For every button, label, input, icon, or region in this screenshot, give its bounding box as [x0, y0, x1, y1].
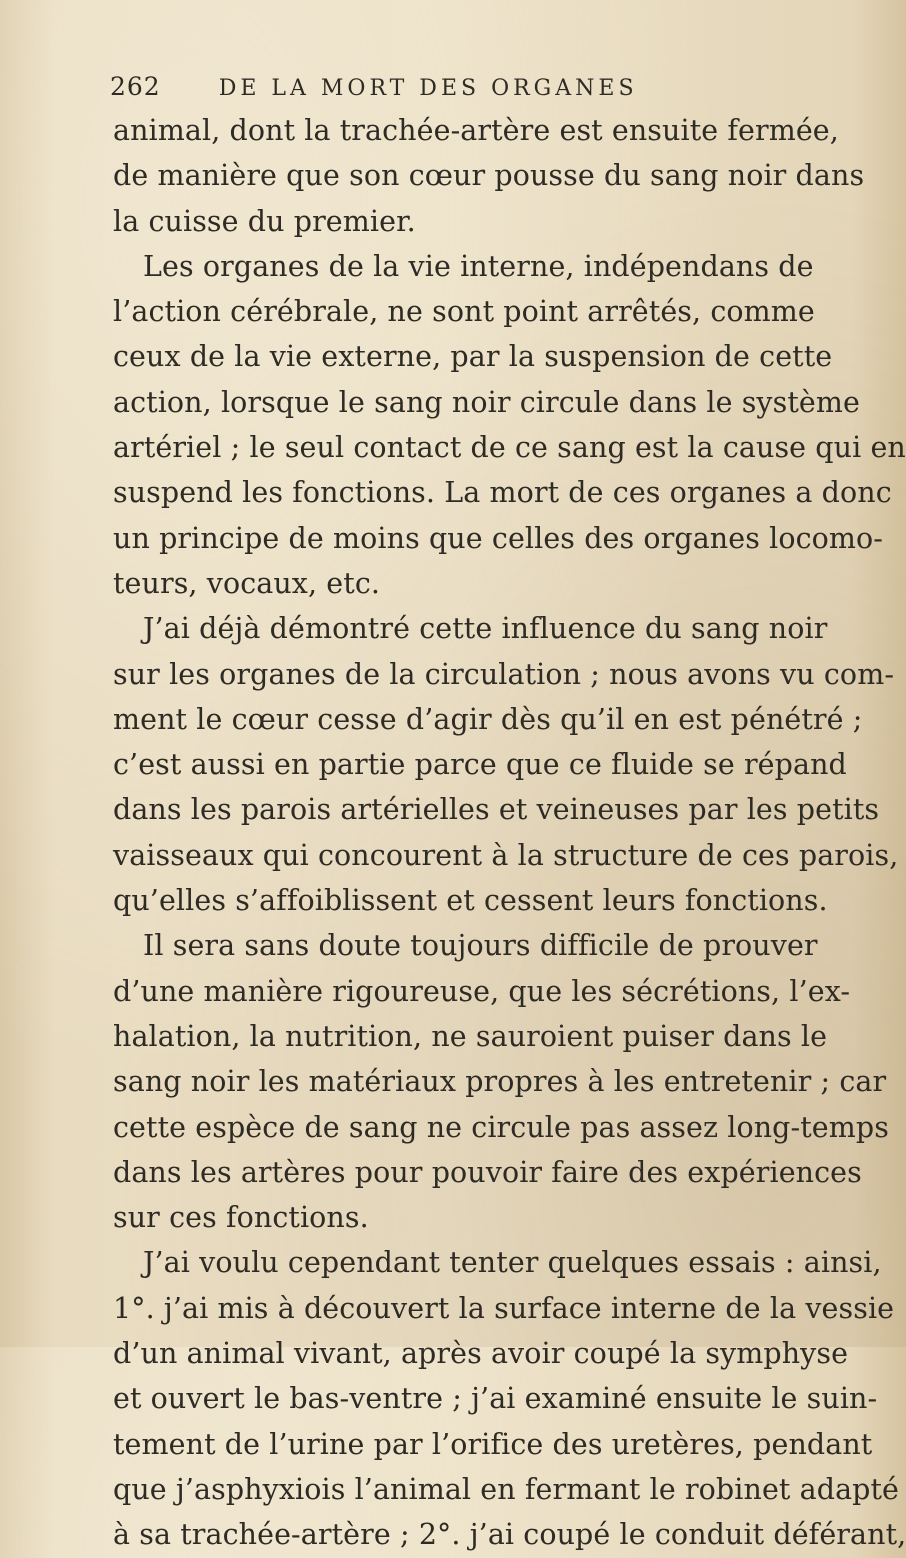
text-line: que j’asphyxiois l’animal en fermant le robinet adapté: [113, 1472, 900, 1506]
running-title: DE LA MORT DES ORGANES: [218, 76, 638, 101]
running-head: [110, 72, 670, 112]
page-number: 262: [110, 72, 161, 101]
text-line: action, lorsque le sang noir circule dans le système: [113, 385, 860, 419]
text-line: ceux de la vie externe, par la suspension de cette: [113, 340, 833, 374]
text-line: suspend les fonctions. La mort de ces organes a donc: [113, 476, 892, 510]
text-line: tement de l’urine par l’orifice des uretères, pendant: [113, 1427, 873, 1461]
text-line: cette espèce de sang ne circule pas assez long-temps: [113, 1110, 889, 1144]
text-line: sur les organes de la circulation ; nous avons vu com-: [113, 657, 895, 691]
text-line: vaisseaux qui concourent à la structure de ces parois,: [113, 838, 899, 872]
text-line: J’ai déjà démontré cette influence du sang noir: [143, 612, 828, 646]
text-line: J’ai voulu cependant tenter quelques essais : ainsi,: [143, 1246, 882, 1280]
text-line: sur ces fonctions.: [113, 1201, 369, 1235]
text-line: dans les artères pour pouvoir faire des expériences: [113, 1155, 862, 1189]
text-line: sang noir les matériaux propres à les entretenir ; car: [113, 1065, 887, 1099]
body-text: [113, 108, 906, 1558]
text-line: Il sera sans doute toujours difficile de prouver: [143, 929, 818, 963]
text-line: teurs, vocaux, etc.: [113, 566, 381, 600]
text-line: Les organes de la vie interne, indépendans de: [143, 249, 814, 283]
text-line: de manière que son cœur pousse du sang noir dans: [113, 159, 865, 193]
text-line: et ouvert le bas-ventre ; j’ai examiné ensuite le suin-: [113, 1382, 878, 1416]
text-line: 1°. j’ai mis à découvert la surface interne de la vessie: [113, 1291, 895, 1325]
text-line: d’un animal vivant, après avoir coupé la symphyse: [113, 1337, 849, 1371]
text-line: qu’elles s’affoiblissent et cessent leurs fonctions.: [113, 884, 828, 918]
text-line: à sa trachée-artère ; 2°. j’ai coupé le conduit déférant,: [113, 1518, 906, 1552]
text-line: dans les parois artérielles et veineuses par les petits: [113, 793, 880, 827]
text-line: d’une manière rigoureuse, que les sécrétions, l’ex-: [113, 974, 851, 1008]
text-line: artériel ; le seul contact de ce sang est la cause qui en: [113, 431, 906, 465]
text-line: la cuisse du premier.: [113, 204, 416, 238]
text-line: un principe de moins que celles des organes locomo-: [113, 521, 884, 555]
text-line: animal, dont la trachée-artère est ensuite fermée,: [113, 114, 839, 147]
text-line: l’action cérébrale, ne sont point arrêtés, comme: [113, 295, 815, 329]
text-line: c’est aussi en partie parce que ce fluide se répand: [113, 748, 847, 782]
text-line: halation, la nutrition, ne sauroient puiser dans le: [113, 1019, 828, 1053]
text-line: ment le cœur cesse d’agir dès qu’il en est pénétré ;: [113, 702, 863, 736]
